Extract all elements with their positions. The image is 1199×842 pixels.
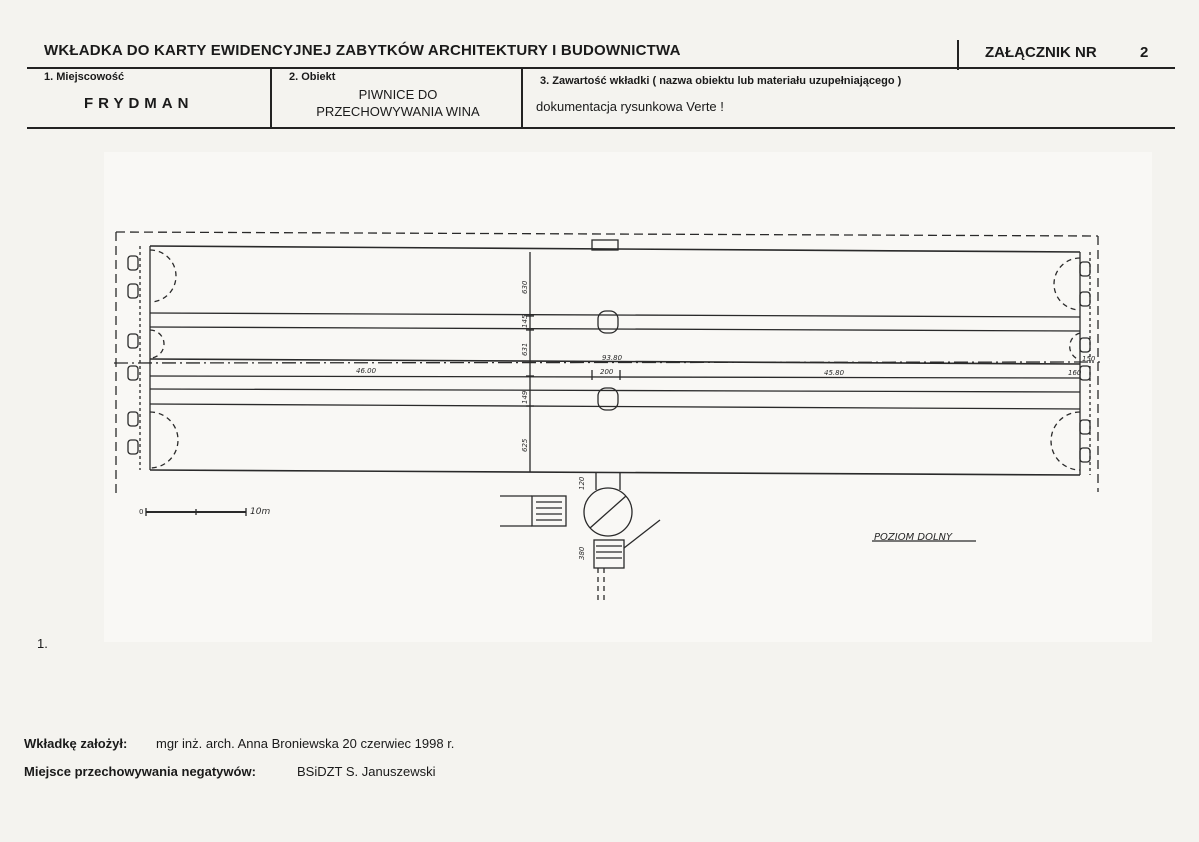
dim-120: 120	[578, 476, 586, 490]
niche-r3	[1080, 338, 1090, 352]
dim-200: 200	[600, 368, 614, 376]
document-title: WKŁADKA DO KARTY EWIDENCYJNEJ ZABYTKÓW ARCHITEKTURY I BUDOWNICTWA	[44, 42, 681, 59]
stair-diagonal	[590, 496, 626, 528]
niche-l4	[128, 366, 138, 380]
arch-right-2	[1070, 333, 1080, 360]
niche-r5	[1080, 420, 1090, 434]
object-value-line2: PRZECHOWYWANIA WINA	[316, 104, 480, 119]
arch-right-3	[1051, 412, 1080, 470]
annex-number: 2	[1140, 44, 1149, 61]
vault-wall-1	[150, 246, 1080, 252]
dim-160: 160	[1068, 369, 1082, 377]
niche-l2	[128, 284, 138, 298]
figure-number: 1.	[37, 636, 48, 651]
dim-380: 380	[578, 546, 586, 560]
stair-block-bottom	[594, 540, 624, 568]
scale-label: 10m	[250, 507, 271, 517]
dim-45-80: 45.80	[824, 369, 845, 377]
niche-l5	[128, 412, 138, 426]
dim-630: 630	[521, 280, 529, 294]
arch-left-1	[150, 250, 176, 302]
arch-right-1	[1054, 258, 1080, 310]
storage-label: Miejsce przechowywania negatywów:	[24, 764, 256, 779]
arch-left-2	[150, 330, 164, 358]
vault-wall-5	[150, 376, 1080, 378]
niche-r1	[1080, 262, 1090, 276]
level-label: POZIOM DOLNY	[874, 532, 953, 543]
annex-label: ZAŁĄCZNIK NR	[985, 44, 1097, 61]
vault-wall-8	[150, 470, 1080, 475]
dim-93-80: 93.80	[602, 354, 623, 362]
dim-150: 150	[1082, 355, 1096, 363]
arch-left-3	[150, 412, 178, 468]
stair-block-left	[532, 496, 566, 526]
place-label: 1. Miejscowość	[44, 71, 125, 83]
author-value: mgr inż. arch. Anna Broniewska 20 czerwiec 1998 r.	[156, 736, 455, 751]
author-label: Wkładkę założył:	[24, 736, 128, 751]
scale-zero-label: 0	[139, 508, 144, 516]
dim-149: 149	[521, 390, 529, 404]
outline-dashed-top	[116, 232, 1098, 236]
contents-value: dokumentacja rysunkowa Verte !	[536, 99, 724, 114]
dim-625: 625	[521, 438, 529, 452]
storage-value: BSiDZT S. Januszewski	[297, 764, 436, 779]
object-value-line1: PIWNICE DO	[358, 87, 438, 102]
contents-label: 3. Zawartość wkładki ( nazwa obiektu lub materiału uzupełniającego )	[540, 75, 902, 87]
niche-l3	[128, 334, 138, 348]
object-label: 2. Obiekt	[289, 71, 336, 83]
dim-631: 631	[521, 342, 529, 356]
niche-l1	[128, 256, 138, 270]
niche-r6	[1080, 448, 1090, 462]
place-value: FRYDMAN	[84, 95, 194, 112]
niche-r4	[1080, 366, 1090, 380]
niche-r2	[1080, 292, 1090, 306]
dim-145: 145	[521, 314, 529, 328]
niche-l6	[128, 440, 138, 454]
dim-46-00: 46.00	[356, 367, 377, 375]
